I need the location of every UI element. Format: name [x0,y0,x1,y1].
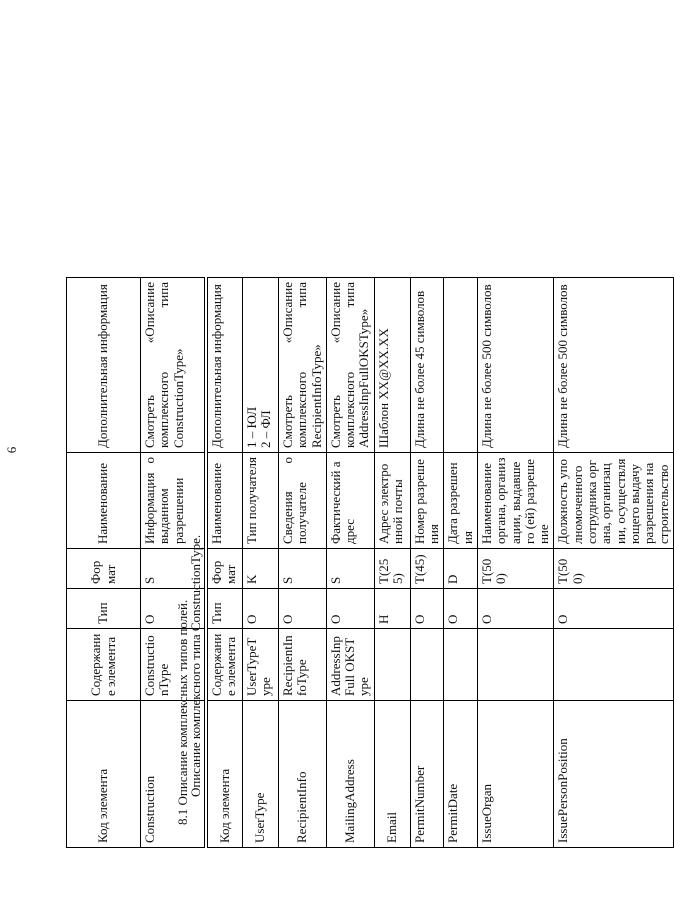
cell-code: MailingAddress [326,701,374,848]
construction-type-table [207,277,674,848]
cell-type: Н [374,589,410,629]
cell-format: T(500) [554,549,673,589]
table-row [326,278,374,848]
cell-code: RecipientInfo [279,701,327,848]
cell-type: O [477,589,553,629]
header-cell: Содержание элемента [67,629,141,701]
cell-type: O [554,589,673,629]
cell-content [374,629,410,701]
header-cell: Дополнительная информация [67,278,141,453]
cell-name: Дата разрешения [444,453,478,549]
cell-name: Фактический адрес [326,453,374,549]
cell-type: O [243,589,279,629]
header-cell: Код элемента [208,701,243,848]
cell-content: ConstructionType [141,629,205,701]
cell-info: Длина не более 45 символов [410,278,444,453]
cell-code: PermitDate [444,701,478,848]
header-cell: Тип [67,589,141,629]
header-cell: Формат [208,549,243,589]
cell-type: O [410,589,444,629]
header-cell: Дополнительная информация [208,278,243,453]
table-header-row [67,278,141,848]
cell-name: Должность уполномоченного сотрудника органа, организации, осуществляющего выдачу разрешения на строительство [554,453,673,549]
cell-info: 1 – ЮЛ 2 – ФЛ [243,278,279,453]
header-cell: Тип [208,589,243,629]
cell-content: RecipientInfoType [279,629,327,701]
cell-format: D [444,549,478,589]
cell-code: PermitNumber [410,701,444,848]
cell-type: O [444,589,478,629]
table-header-row [208,278,243,848]
cell-code: UserType [243,701,279,848]
table-row [410,278,444,848]
cell-name: Сведения о получателе [279,453,327,549]
table-row [477,278,553,848]
cell-name: Информация о выданном разрешении [141,453,205,549]
cell-format: T(500) [477,549,553,589]
cell-type: O [141,589,205,629]
cell-content [444,629,478,701]
cell-format: T(45) [410,549,444,589]
cell-name: Номер разрешения [410,453,444,549]
cell-content [477,629,553,701]
header-cell: Наименование [67,453,141,549]
cell-type: O [279,589,327,629]
header-cell: Наименование [208,453,243,549]
table-row [444,278,478,848]
cell-name: Тип получателя [243,453,279,549]
cell-info: Длина не более 500 символов [477,278,553,453]
cell-info: Шаблон XX@XX.XX [374,278,410,453]
cell-code: Construction [141,701,205,848]
cell-info: Смотреть «Описание комплексного типа ConstructionType» [141,278,205,453]
cell-type: O [326,589,374,629]
cell-name: Наименование органа, организации, выдавшего (ей) разрешение [477,453,553,549]
page-number: 6 [4,446,19,454]
header-cell: Код элемента [67,701,141,848]
cell-info [444,278,478,453]
cell-code: IssueOrgan [477,701,553,848]
table-caption: Описание комплексного типа ConstructionType. [188,534,203,797]
header-cell: Формат [67,549,141,589]
cell-info: Смотреть «Описание комплексного типа AddressInpFullOKSType» [326,278,374,453]
table-row [374,278,410,848]
table-row [279,278,327,848]
cell-content [410,629,444,701]
cell-content: AddressInpFull OKSType [326,629,374,701]
cell-info: Длина не более 500 символов [554,278,673,453]
cell-format: T(255) [374,549,410,589]
cell-name: Адрес электронной почты [374,453,410,549]
cell-content [554,629,673,701]
cell-code: Email [374,701,410,848]
cell-content: UserTypeType [243,629,279,701]
section-heading: 8.1 Описание комплексных типов полей. [175,599,190,825]
table-row [243,278,279,848]
cell-format: S [326,549,374,589]
cell-code: IssuePersonPosition [554,701,673,848]
header-cell: Содержание элемента [208,629,243,701]
cell-format: S [141,549,205,589]
cell-format: K [243,549,279,589]
cell-format: S [279,549,327,589]
cell-info: Смотреть «Описание комплексного типа RecipientInfoType» [279,278,327,453]
table-row [554,278,673,848]
